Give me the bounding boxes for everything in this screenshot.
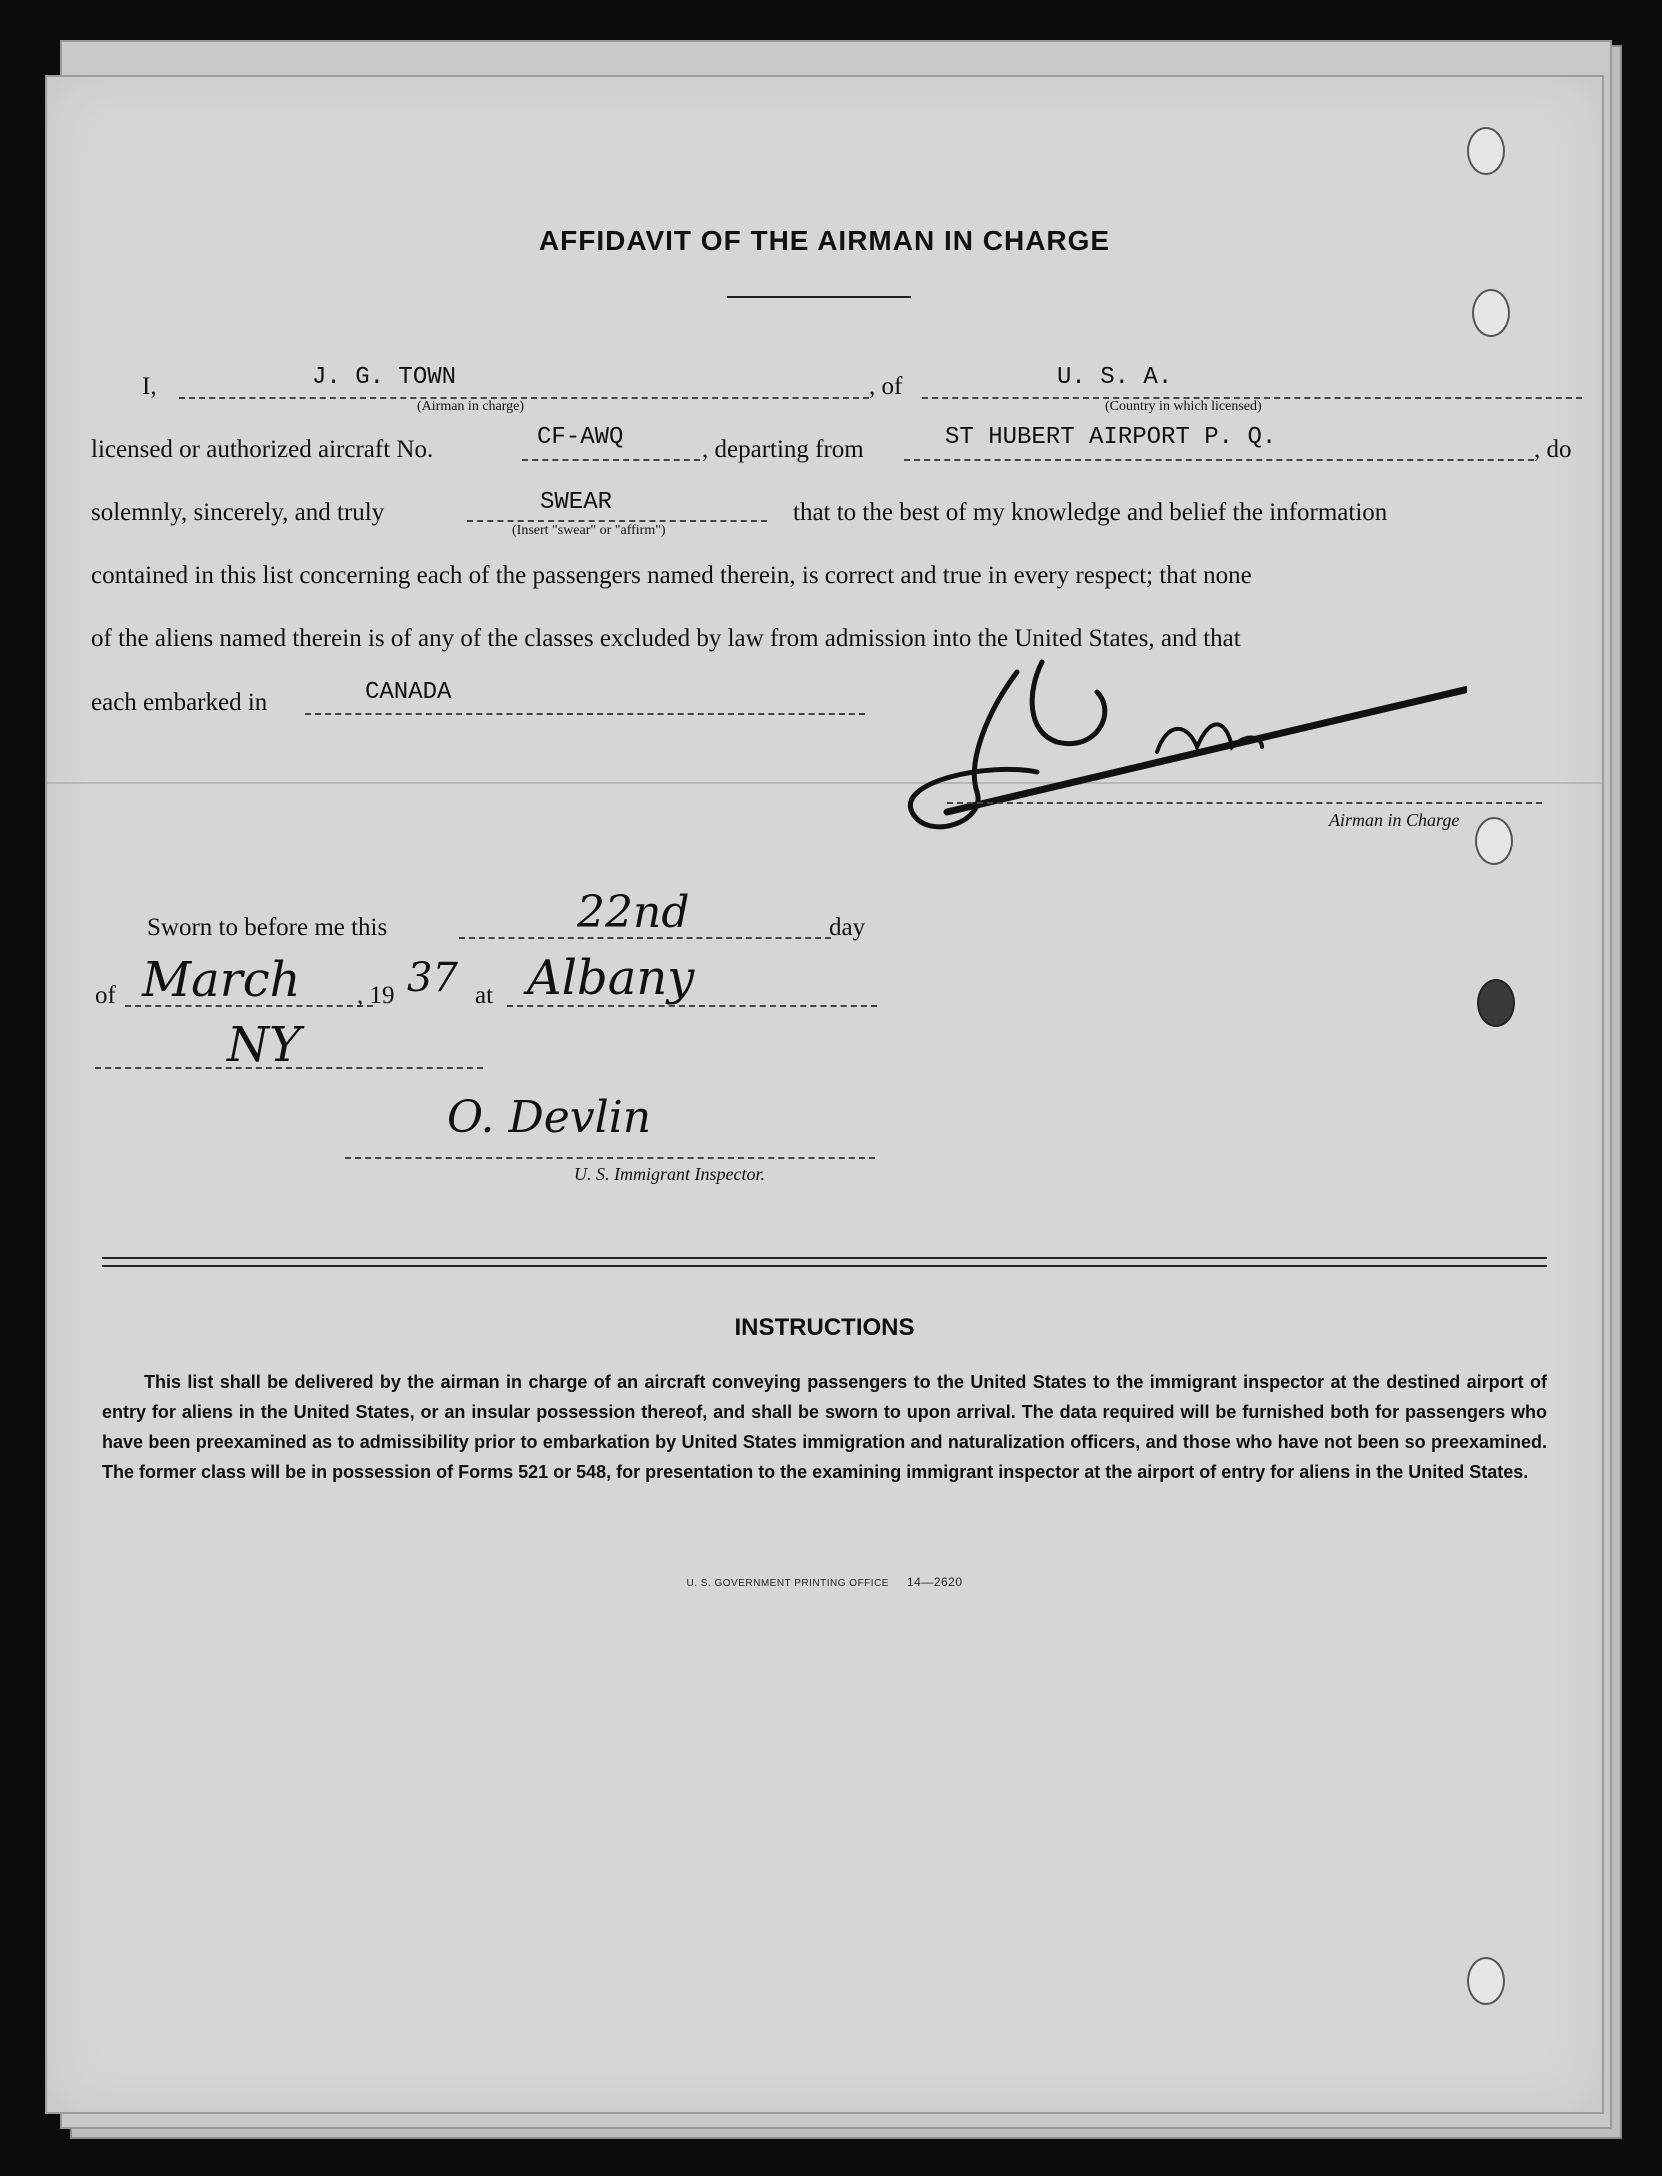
- sworn-month: March: [142, 952, 301, 1008]
- inspector-caption: U. S. Immigrant Inspector.: [574, 1164, 765, 1184]
- section-divider: [102, 1257, 1547, 1267]
- departing-line: [904, 459, 1534, 461]
- instructions-body: This list shall be delivered by the airman in charge of an aircraft conveying passengers to the United States to the immigrant inspector at the destined airport of entry for aliens in the United States, or an insular possession thereof, and shall be sworn to upon arrival. The data required will be furnished both for passengers who have been preexamined as to admissibility prior to embarkation by United States immigration and naturalization officers, and those who have not been so preexamined. The former class will be in possession of Forms 521 or 548, for presentation to the examining immigrant inspector at the airport of entry for aliens in the United States.: [102, 1372, 1547, 1482]
- punch-hole: [1477, 979, 1515, 1027]
- embarked-in: CANADA: [365, 679, 452, 706]
- airman-name: J. G. TOWN: [312, 364, 457, 391]
- form-code: 14—2620: [906, 1575, 963, 1589]
- line2-prefix: licensed or authorized aircraft No.: [91, 436, 434, 463]
- line1-prefix: I,: [142, 373, 157, 400]
- line5: of the aliens named therein is of any of the classes excluded by law from admission into the United States, and that: [91, 625, 1241, 652]
- at-label: at: [475, 982, 494, 1009]
- departing-from: ST HUBERT AIRPORT P. Q.: [945, 424, 1277, 451]
- affidavit-page: [45, 75, 1604, 2114]
- printer-imprint: [47, 1575, 1602, 1589]
- line3-suffix: that to the best of my knowledge and belief the information: [793, 499, 1388, 526]
- of-label: , of: [869, 373, 903, 400]
- year-prefix: , 19: [357, 982, 395, 1009]
- airman-caption: (Airman in charge): [417, 399, 525, 414]
- airman-sig-line: [947, 802, 1542, 804]
- punch-hole: [1472, 289, 1510, 337]
- do-label: , do: [1534, 436, 1572, 463]
- document-title: AFFIDAVIT OF THE AIRMAN IN CHARGE: [538, 225, 1111, 256]
- instructions-heading: INSTRUCTIONS: [734, 1314, 915, 1341]
- punch-hole: [1467, 127, 1505, 175]
- aircraft-line: [522, 459, 700, 461]
- country: U. S. A.: [1057, 364, 1173, 391]
- title-underline: [727, 296, 911, 298]
- departing-label: , departing from: [702, 436, 864, 463]
- line4: contained in this list concerning each of the passengers named therein, is correct and true in every respect; that none: [91, 562, 1252, 589]
- sworn-of-label: of: [95, 982, 116, 1009]
- punch-hole: [1475, 817, 1513, 865]
- sworn-place: Albany: [527, 950, 695, 1006]
- embarked-line: [305, 713, 865, 715]
- aircraft-no: CF-AWQ: [537, 424, 624, 451]
- airman-sig-caption: Airman in Charge: [1329, 810, 1460, 830]
- sworn-prefix: Sworn to before me this: [147, 914, 388, 941]
- inspector-signature: O. Devlin: [447, 1092, 652, 1143]
- line6-prefix: each embarked in: [91, 689, 268, 716]
- sworn-day-suffix: day: [829, 914, 866, 941]
- oath-line: [467, 520, 767, 522]
- printer-name: U. S. GOVERNMENT PRINTING OFFICE: [686, 1578, 889, 1589]
- state-line: [95, 1067, 483, 1069]
- country-caption: (Country in which licensed): [1105, 399, 1262, 414]
- inspector-sig-line: [345, 1157, 875, 1159]
- oath: SWEAR: [540, 489, 613, 516]
- year-suffix: 37: [407, 955, 458, 1001]
- sworn-state: NY: [227, 1017, 301, 1073]
- sworn-day: 22nd: [577, 887, 690, 938]
- line3-prefix: solemnly, sincerely, and truly: [91, 499, 385, 526]
- punch-hole: [1467, 1957, 1505, 2005]
- oath-caption: (Insert "swear" or "affirm"): [512, 523, 666, 538]
